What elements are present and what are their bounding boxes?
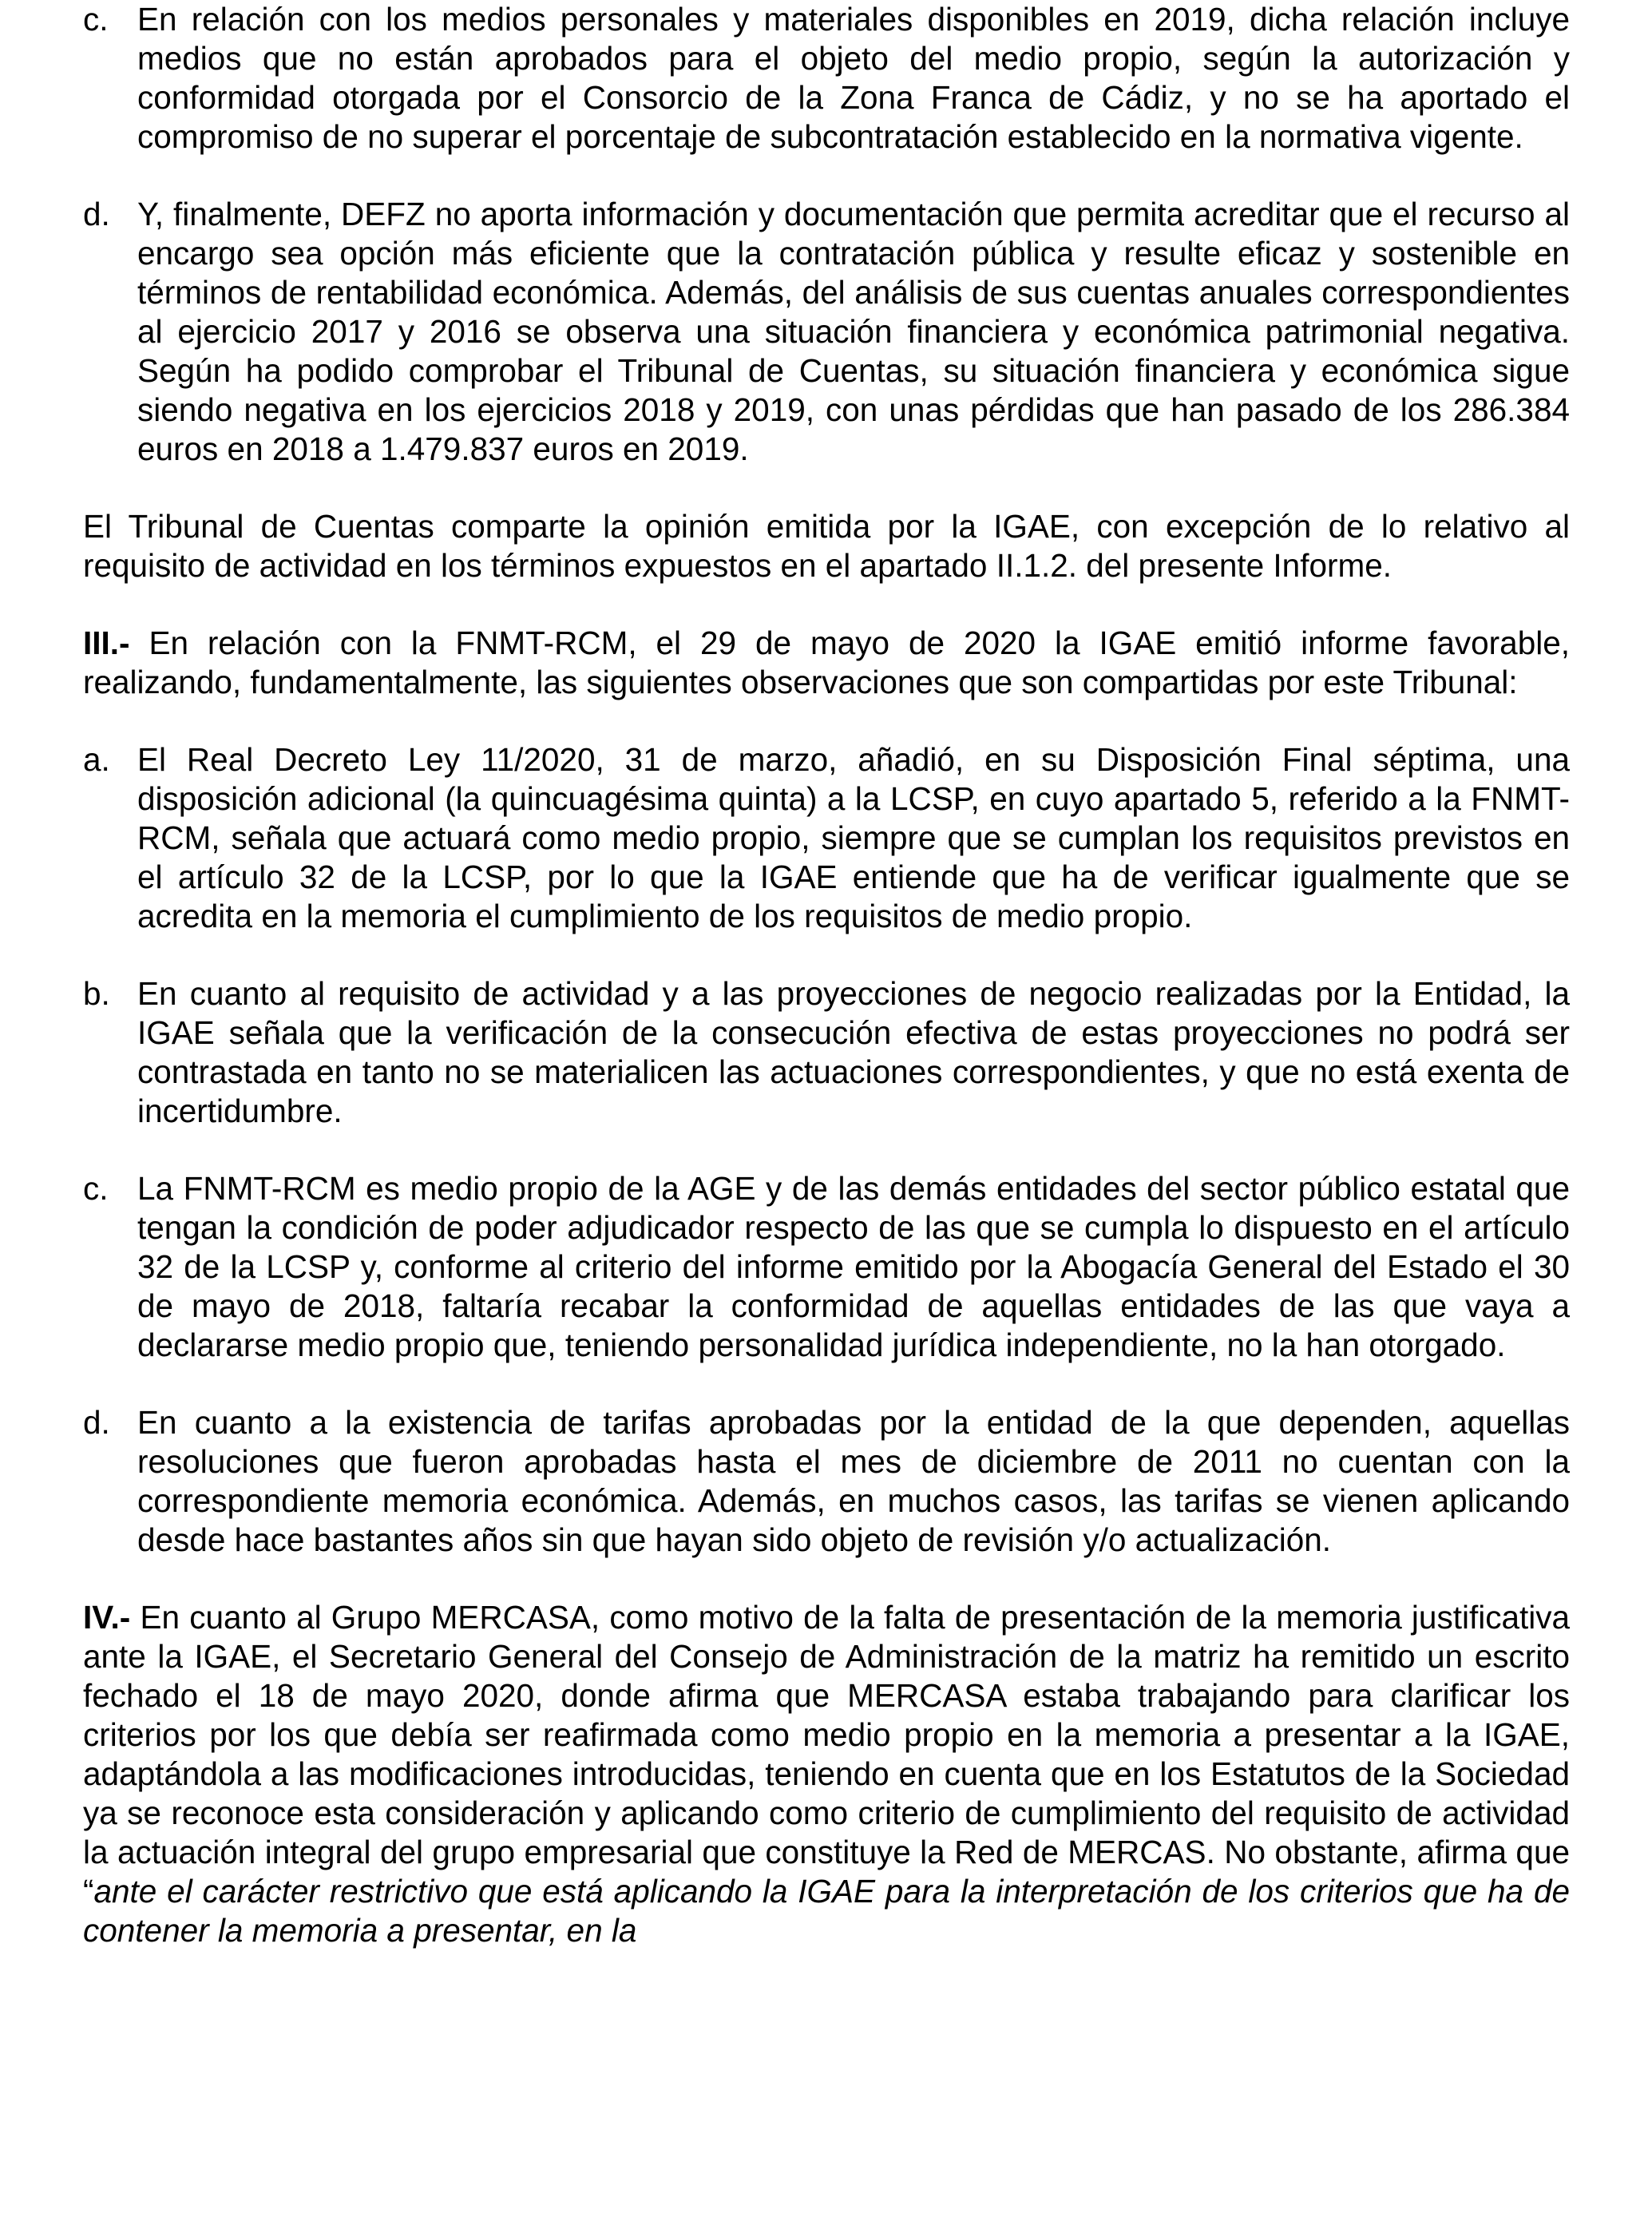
section-iv-text: En cuanto al Grupo MERCASA, como motivo de la falta de presentación de la memoria justificativa ante la IGAE, el Secretario General del Consejo de Administración de la matriz ha remitido un escrito fechado el 18 de mayo 2020, donde afirma que MERCASA estaba trabajando para clarificar los criterios por los que debía ser reafirmada como medio propio en la memoria a presentar a la IGAE, adaptándola a las modificaciones introducidas, teniendo en cuenta que en los Estatutos de la Sociedad ya se reconoce esta consideración y aplicando como criterio de cumplimiento del requisito de actividad la actuación integral del grupo empresarial que constituye la Red de MERCAS. No obstante, afirma que “: [83, 1599, 1570, 1910]
section-iii-paragraph: [83, 624, 1570, 702]
list-item-b-actividad: [83, 974, 1570, 1131]
section-iii-label: III.-: [83, 625, 130, 661]
section-iv-label: IV.-: [83, 1599, 131, 1636]
list-item-text: En relación con los medios personales y materiales disponibles en 2019, dicha relación incluye medios que no están aprobados para el objeto del medio propio, según la autorización y conformidad otorgada por el Consorcio de la Zona Franca de Cádiz, y no se ha aportado el compromiso de no superar el porcentaje de subcontratación establecido en la normativa vigente.: [137, 1, 1570, 155]
list-marker: d.: [83, 1404, 110, 1441]
list-marker: d.: [83, 196, 110, 232]
list-item-text: En cuanto al requisito de actividad y a las proyecciones de negocio realizadas por la Entidad, la IGAE señala que la verificación de la consecución efectiva de estas proyecciones no podrá ser contrastada en tanto no se materialicen las actuaciones correspondientes, y que no está exenta de incertidumbre.: [137, 975, 1570, 1129]
list-marker: a.: [83, 741, 110, 778]
list-marker: c.: [83, 1170, 109, 1207]
section-iv-quote: ante el carácter restrictivo que está aplicando la IGAE para la interpretación de los criterios que ha de contener la memoria a presentar, en la: [83, 1873, 1570, 1949]
list-item-d-defz: [83, 195, 1570, 469]
list-marker: c.: [83, 1, 109, 38]
list-item-text: El Real Decreto Ley 11/2020, 31 de marzo, añadió, en su Disposición Final séptima, una disposición adicional (la quincuagésima quinta) a la LCSP, en cuyo apartado 5, referido a la FNMT-RCM, señala que actuará como medio propio, siempre que se cumplan los requisitos previstos en el artículo 32 de la LCSP, por lo que la IGAE entiende que ha de verificar igualmente que se acredita en la memoria el cumplimiento de los requisitos de medio propio.: [137, 741, 1570, 934]
section-iii-text: En relación con la FNMT-RCM, el 29 de mayo de 2020 la IGAE emitió informe favorable, realizando, fundamentalmente, las siguientes observaciones que son compartidas por este Tribunal:: [83, 625, 1570, 700]
list-item-d-tarifas: [83, 1403, 1570, 1560]
list-item-text: La FNMT-RCM es medio propio de la AGE y de las demás entidades del sector público estatal que tengan la condición de poder adjudicador respecto de las que se cumpla lo dispuesto en el artículo 32 de la LCSP y, conforme al criterio del informe emitido por la Abogacía General del Estado el 30 de mayo de 2018, faltaría recabar la conformidad de aquellas entidades de las que vaya a declararse medio propio que, teniendo personalidad jurídica independiente, no la han otorgado.: [137, 1170, 1570, 1363]
list-item-text: En cuanto a la existencia de tarifas aprobadas por la entidad de la que dependen, aquellas resoluciones que fueron aprobadas hasta el mes de diciembre de 2011 no cuentan con la correspondiente memoria económica. Además, en muchos casos, las tarifas se vienen aplicando desde hace bastantes años sin que hayan sido objeto de revisión y/o actualización.: [137, 1404, 1570, 1558]
paragraph-tribunal-opinion: El Tribunal de Cuentas comparte la opinión emitida por la IGAE, con excepción de lo relativo al requisito de actividad en los términos expuestos en el apartado II.1.2. del presente Informe.: [83, 508, 1570, 584]
list-item-c-2019-resources: [83, 0, 1570, 157]
list-item-c-medio-propio: [83, 1169, 1570, 1365]
list-item-a-fnmt-disposicion: [83, 740, 1570, 936]
document-page: [83, 0, 1570, 1950]
list-item-text: Y, finalmente, DEFZ no aporta información y documentación que permita acreditar que el recurso al encargo sea opción más eficiente que la contratación pública y resulte eficaz y sostenible en términos de rentabilidad económica. Además, del análisis de sus cuentas anuales correspondientes al ejercicio 2017 y 2016 se observa una situación financiera y económica patrimonial negativa. Según ha podido comprobar el Tribunal de Cuentas, su situación financiera y económica sigue siendo negativa en los ejercicios 2018 y 2019, con unas pérdidas que han pasado de los 286.384 euros en 2018 a 1.479.837 euros en 2019.: [137, 196, 1570, 467]
list-marker: b.: [83, 975, 110, 1012]
section-iv-paragraph: [83, 1598, 1570, 1950]
